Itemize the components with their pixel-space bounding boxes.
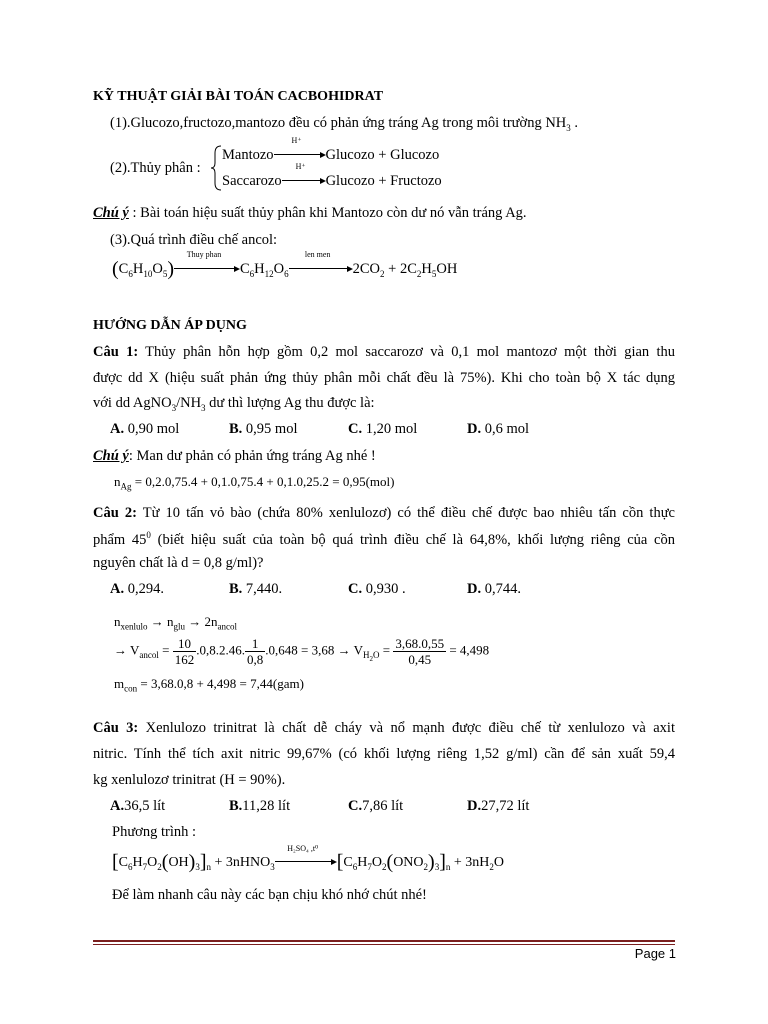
footer-rule <box>93 940 675 942</box>
question-2-option-a: A. 0,294. <box>110 581 164 597</box>
rule-1: (1).Glucozo,fructozo,mantozo đều có phản ứng tráng Ag trong môi trường $NH_3$ . <box>110 115 579 133</box>
question-3-line-1: Câu 3: Xenlulozo trinitrat là chất dễ cháy và nổ mạnh được điều chế từ xenlulozo và axit <box>93 720 675 736</box>
footer-rule-thin <box>93 944 675 945</box>
question-3-equation: $[C_6H_7O_2(OH)_3]_n$ + 3nHNO$_3$ H₂SO₄ ,t⁰ $[C_6H_7O_2(ONO_2)_3]_n + 3nH_2O$ <box>112 844 505 873</box>
question-1-line-3: với dd $AgNO_3/NH_3$ dư thì lượng Ag thu được là: <box>93 395 375 413</box>
question-3-line-2: nitric. Tính thể tích axit nitric 99,67% (có khối lượng riêng 1,52 g/ml) cần để sản xuất 59,4 <box>93 746 675 762</box>
question-1-option-a: A. 0,90 mol <box>110 421 180 437</box>
question-1-option-d: D. 0,6 mol <box>467 421 530 437</box>
rule-2-label: (2).Thủy phân : <box>110 160 201 176</box>
question-2-solution-2: → $V_{ancol}$ = $\frac{10}{162}$ .0,8.2.46. $\frac{1}{0,8}$ $.0,648 = 3,68 \to V_{H_2O}$ = $\frac{3,68.0,55}{0,45}$ = 4,498 <box>114 636 490 667</box>
note-1: Chú ý : Bài toán hiệu suất thủy phân khi Mantozo còn dư nó vẫn tráng Ag. <box>93 205 527 221</box>
question-2-line-2: phẩm $45^0$ (biết hiệu suất của toàn bộ quá trình điều chế là 64,8%, khối lượng riêng của cồn <box>93 530 675 548</box>
reaction-arrow-icon: H₂SO₄ ,t⁰ <box>275 855 337 871</box>
question-1-line-1: Câu 1: Thủy phân hỗn hợp gồm 0,2 mol saccarozơ và 0,1 mol mantozơ một thời gian thu <box>93 344 675 360</box>
question-2-solution-1: $n_{xenlulo} \to n_{glu} \to 2n_{ancol}$ <box>114 614 238 632</box>
question-1-solution: $n_{Ag} = 0,2.0,75.4 + 0,1.0,75.4 + 0,1.0,25.2 = 0,95(mol)$ <box>114 474 395 492</box>
question-1-note: Chú ý: Man dư phản có phản ứng tráng Ag nhé ! <box>93 448 376 464</box>
question-3-option-d: D.27,72 lít <box>467 798 530 814</box>
reaction-arrow-icon: H⁺ <box>274 147 326 164</box>
reaction-arrow-icon: H⁺ <box>282 173 326 190</box>
question-2-solution-3: $m_{con} = 3,68.0,8 + 4,498 = 7,44(gam)$ <box>114 676 304 694</box>
question-1-option-b: B. 0,95 mol <box>229 421 298 437</box>
section-heading: HƯỚNG DẪN ÁP DỤNG <box>93 318 247 333</box>
rule-2-line-2: Saccarozo H⁺ Glucozo + Fructozo <box>222 162 442 189</box>
page-title: KỸ THUẬT GIẢI BÀI TOÁN CACBOHIDRAT <box>93 89 384 104</box>
question-2-option-c: C. 0,930 . <box>348 581 406 597</box>
rule-3: (3).Quá trình điều chế ancol: <box>110 232 278 248</box>
question-3-option-b: B.11,28 lít <box>229 798 291 814</box>
reaction-arrow-icon: len men <box>289 261 353 278</box>
reaction-arrow-icon: Thuy phan <box>174 261 240 278</box>
question-3-line-3: kg xenlulozơ trinitrat (H = 90%). <box>93 772 286 788</box>
rule-2-line-1: Mantozo H⁺ Glucozo + Glucozo <box>222 136 440 163</box>
question-3-option-a: A.36,5 lít <box>110 798 166 814</box>
question-2-line-3: nguyên chất là d = 0,8 g/ml)? <box>93 555 264 571</box>
question-3-equation-label: Phương trình : <box>112 824 197 840</box>
page-number: Page 1 <box>634 946 676 961</box>
question-1-line-2: được dd X (hiệu suất phản ứng thủy phân mỗi chất đều là 75%). Khi cho toàn bộ X tác dụng <box>93 370 675 386</box>
question-2-option-d: D. 0,744. <box>467 581 521 597</box>
curly-brace-icon <box>210 145 222 191</box>
question-3-option-c: C.7,86 lít <box>348 798 404 814</box>
closing-note: Để làm nhanh câu này các bạn chịu khó nhớ chút nhé! <box>112 887 427 903</box>
question-1-option-c: C. 1,20 mol <box>348 421 418 437</box>
question-2-option-b: B. 7,440. <box>229 581 283 597</box>
rule-3-equation: $(C_6H_{10}O_5)$ Thuy phan $C_6H_{12}O_6$ len men $2CO_2 + 2C_2H_5OH$ <box>112 250 458 280</box>
question-2-line-1: Câu 2: Từ 10 tấn vỏ bào (chứa 80% xenlulozơ) có thể điều chế được bao nhiêu tấn cồn thực <box>93 505 675 521</box>
